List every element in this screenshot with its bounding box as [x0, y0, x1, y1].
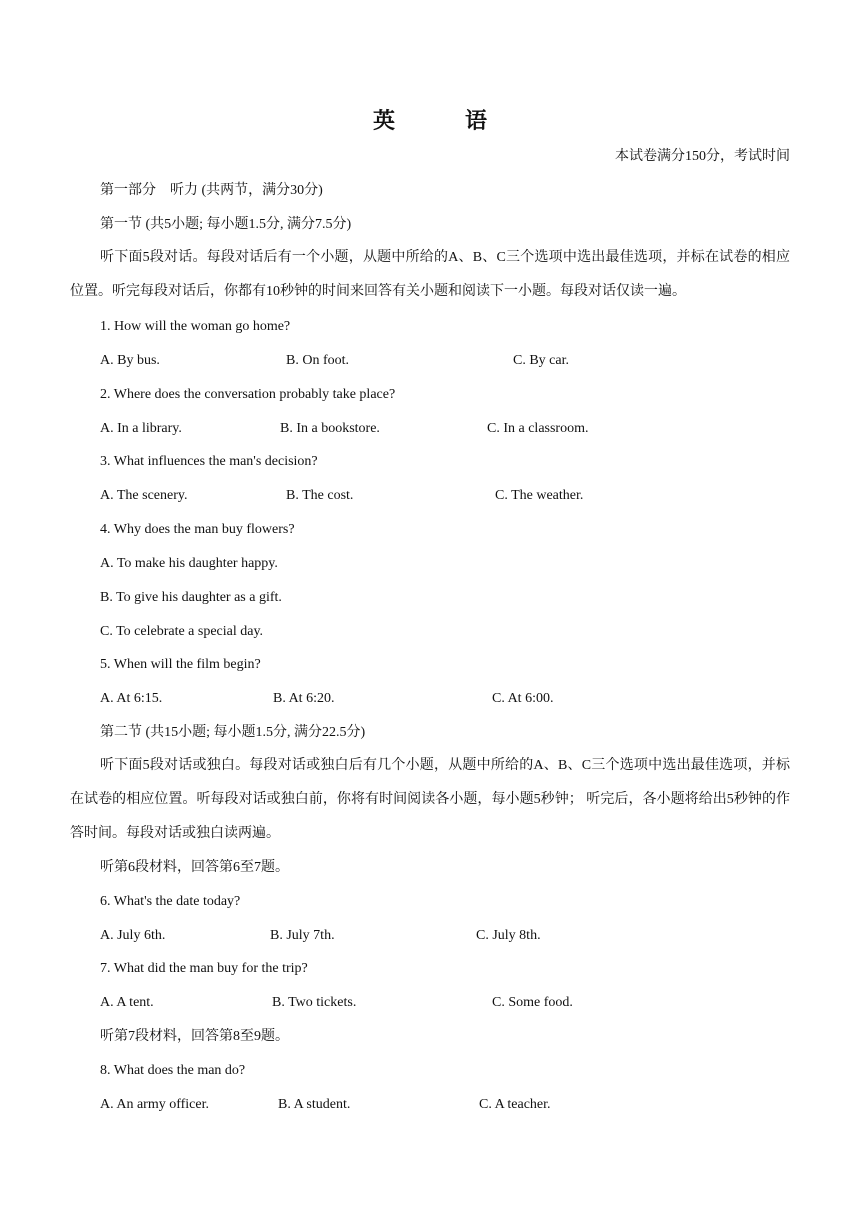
q7-option-b: B. Two tickets.: [272, 995, 357, 1010]
exam-info: 本试卷满分150分，考试时间: [615, 149, 790, 164]
q6-option-a: A. July 6th.: [100, 928, 166, 943]
section2-heading: 第二节 (共15小题; 每小题1.5分, 满分22.5分): [100, 725, 366, 740]
q7-option-a: A. A tent.: [100, 995, 154, 1010]
q7-option-c: C. Some food.: [492, 995, 573, 1010]
q6-option-b: B. July 7th.: [270, 928, 335, 943]
q4-option-a: A. To make his daughter happy.: [100, 556, 278, 571]
q1-option-c: C. By car.: [513, 353, 569, 368]
question-8: 8. What does the man do?: [100, 1063, 246, 1078]
q1-option-a: A. By bus.: [100, 353, 160, 368]
material-7-note: 听第7段材料，回答第8至9题。: [100, 1029, 289, 1044]
part1-heading: 第一部分 听力 (共两节，满分30分): [100, 183, 323, 198]
q3-option-b: B. The cost.: [286, 488, 354, 503]
question-3: 3. What influences the man's decision?: [100, 454, 318, 469]
q3-option-a: A. The scenery.: [100, 488, 188, 503]
q5-option-a: A. At 6:15.: [100, 691, 163, 706]
q8-option-c: C. A teacher.: [479, 1097, 551, 1112]
q3-option-c: C. The weather.: [495, 488, 584, 503]
section1-instructions: 听下面5段对话。每段对话后有一个小题，从题中所给的A、B、C三个选项中选出最佳选项，并标在试卷的相应位置。听完每段对话后，你都有10秒钟的时间来回答有关小题和阅读下一小题。每段对话仅读一遍。: [70, 250, 790, 299]
question-6: 6. What's the date today?: [100, 894, 241, 909]
q8-option-b: B. A student.: [278, 1097, 351, 1112]
q5-option-c: C. At 6:00.: [492, 691, 554, 706]
q4-option-b: B. To give his daughter as a gift.: [100, 590, 282, 605]
q2-option-c: C. In a classroom.: [487, 421, 589, 436]
section2-instructions: 听下面5段对话或独白。每段对话或独白后有几个小题，从题中所给的A、B、C三个选项中选出最佳选项，并标在试卷的相应位置。听每段对话或独白前，你将有时间阅读各小题，每小题5秒钟； 听完后，各小题将给出5秒钟的作答时间。每段对话或独白读两遍。: [70, 758, 790, 841]
q5-option-b: B. At 6:20.: [273, 691, 335, 706]
title-char-1: 英: [372, 109, 395, 134]
title-char-2: 语: [465, 109, 488, 134]
q2-option-b: B. In a bookstore.: [280, 421, 380, 436]
question-7: 7. What did the man buy for the trip?: [100, 961, 308, 976]
material-6-note: 听第6段材料，回答第6至7题。: [100, 860, 289, 875]
q4-option-c: C. To celebrate a special day.: [100, 624, 264, 639]
question-2: 2. Where does the conversation probably take place?: [100, 387, 396, 402]
question-1: 1. How will the woman go home?: [100, 319, 291, 334]
section1-heading: 第一节 (共5小题; 每小题1.5分, 满分7.5分): [100, 217, 352, 232]
page-title: [0, 104, 860, 135]
q6-option-c: C. July 8th.: [476, 928, 541, 943]
question-4: 4. Why does the man buy flowers?: [100, 522, 295, 537]
question-5: 5. When will the film begin?: [100, 657, 261, 672]
q2-option-a: A. In a library.: [100, 421, 182, 436]
q8-option-a: A. An army officer.: [100, 1097, 209, 1112]
q1-option-b: B. On foot.: [286, 353, 349, 368]
